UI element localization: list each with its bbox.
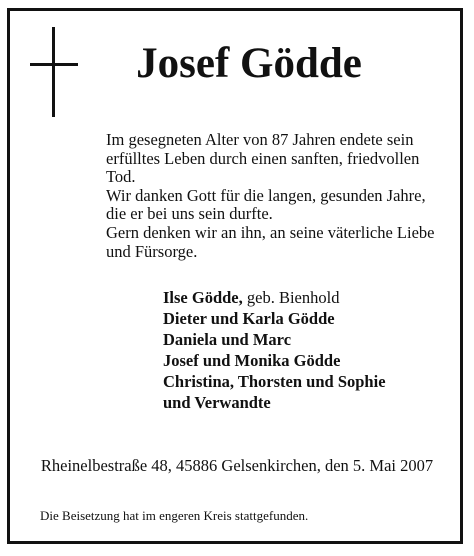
mourner-line: und Verwandte bbox=[163, 393, 271, 412]
burial-note: Die Beisetzung hat im engeren Kreis stattgefunden. bbox=[40, 508, 309, 523]
mourner-line bbox=[163, 287, 443, 308]
deceased-name: Josef Gödde bbox=[136, 40, 362, 87]
message-line: erfülltes Leben durch einen sanften, friedvollen bbox=[106, 148, 420, 168]
mourner-line: Christina, Thorsten und Sophie bbox=[163, 372, 386, 391]
mourner-line: Josef und Monika Gödde bbox=[163, 351, 341, 370]
message-line: die er bei uns sein durfte. bbox=[106, 204, 273, 224]
message-line: Gern denken wir an ihn, an seine väterliche Liebe bbox=[106, 222, 435, 242]
message-line: Wir danken Gott für die langen, gesunden Jahre, bbox=[106, 185, 426, 205]
mourner-maiden-name: geb. Bienhold bbox=[242, 288, 340, 307]
mourner-line: Daniela und Marc bbox=[163, 330, 292, 349]
message-line: und Fürsorge. bbox=[106, 241, 198, 261]
mourners-list bbox=[163, 287, 443, 413]
message-line: Tod. bbox=[106, 167, 136, 187]
address-date-line: Rheinelbestraße 48, 45886 Gelsenkirchen, den 5. Mai 2007 bbox=[40, 456, 434, 475]
memorial-message bbox=[106, 131, 436, 261]
mourner-line: Dieter und Karla Gödde bbox=[163, 309, 335, 328]
message-line: Im gesegneten Alter von 87 Jahren endete sein bbox=[106, 130, 414, 149]
mourner-widow-name: Ilse Gödde, bbox=[163, 288, 243, 307]
